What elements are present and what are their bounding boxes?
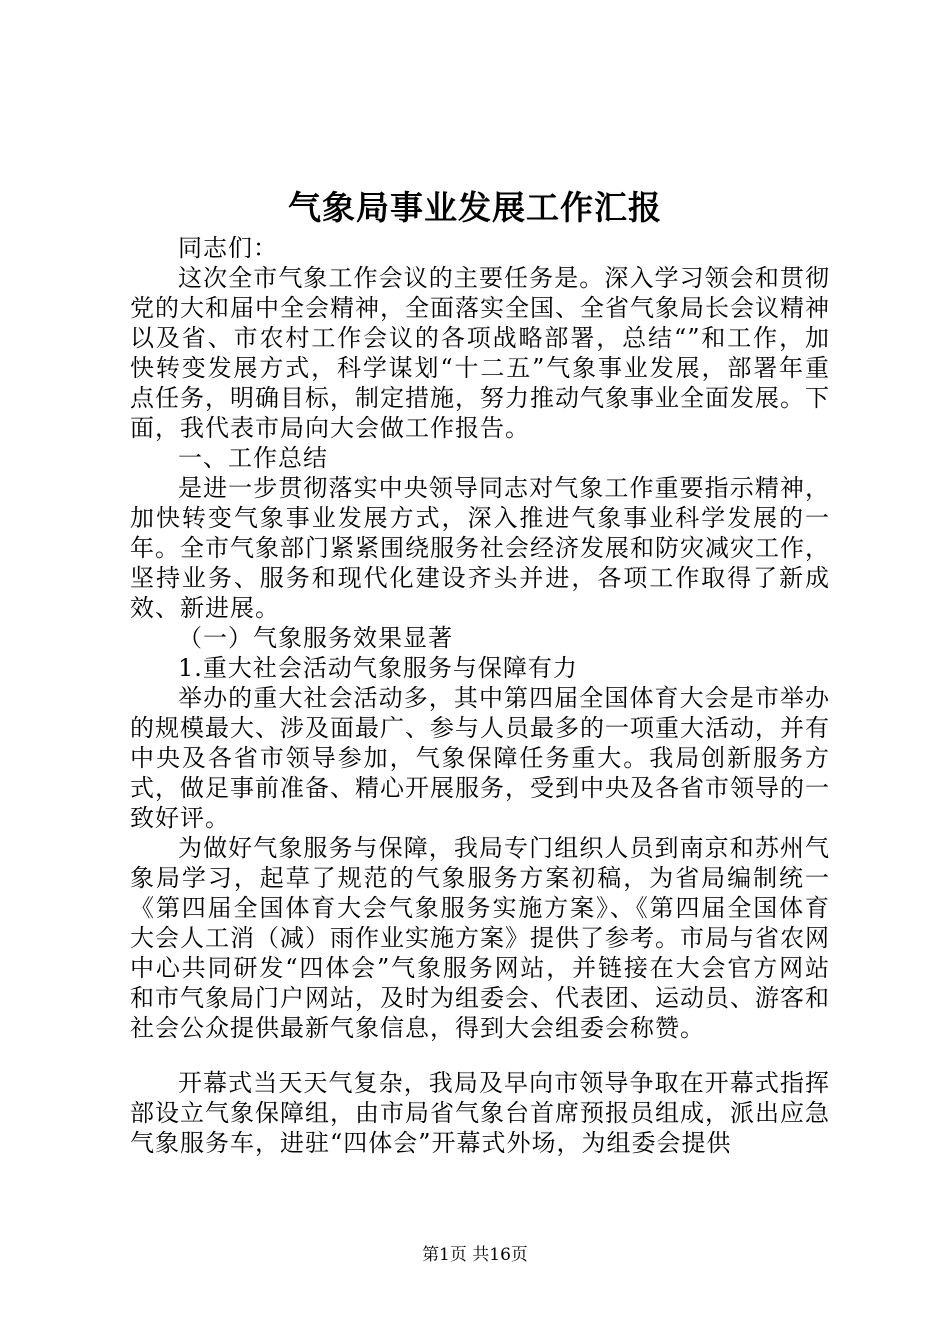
page-title: 气象局事业发展工作汇报 [288, 188, 662, 227]
item-heading: 1.重大社会活动气象服务与保障有力 [178, 654, 578, 682]
paragraph-opening-ceremony: 开幕式当天天气复杂，我局及早向市领导争取在开幕式指挥部设立气象保障组，由市局省气象台首席预报员组成，派出应急气象服务车，进驻“四体会”开幕式外场，为组委会提供 [130, 1069, 830, 1157]
paragraph-intro: 这次全市气象工作会议的主要任务是。深入学习领会和贯彻党的大和届中全会精神，全面落实全国、全省气象局长会议精神以及省、市农村工作会议的各项战略部署，总结“”和工作，加快转变发展方式，科学谋划“十二五”气象事业发展，部署年重点任务，明确目标，制定措施，努力推动气象事业全面发展。下面，我代表市局向大会做工作报告。 [130, 264, 830, 442]
paragraph-summary: 是进一步贯彻落实中央领导同志对气象工作重要指示精神，加快转变气象事业发展方式，深入推进气象事业科学发展的一年。全市气象部门紧紧围绕服务社会经济发展和防灾减灾工作，坚持业务、服务和现代化建设齐头并进，各项工作取得了新成效、新进展。 [130, 474, 830, 622]
paragraph-preparation: 为做好气象服务与保障，我局专门组织人员到南京和苏州气象局学习，起草了规范的气象服务方案初稿，为省局编制统一《第四届全国体育大会气象服务实施方案》、《第四届全国体育大会人工消（减）雨作业实施方案》提供了参考。市局与省农网中心共同研发“四体会”气象服务网站，并链接在大会官方网站和市气象局门户网站，及时为组委会、代表团、运动员、游客和社会公众提供最新气象信息，得到大会组委会称赞。 [130, 834, 830, 1042]
paragraph-events: 举办的重大社会活动多，其中第四届全国体育大会是市举办的规模最大、涉及面最广、参与人员最多的一项重大活动，并有中央及各省市领导参加，气象保障任务重大。我局创新服务方式，做足事前准备、精心开展服务，受到中央及各省市领导的一致好评。 [130, 684, 830, 832]
page-footer: 第1页 共16页 [422, 1245, 528, 1265]
subsection-heading: （一）气象服务效果显著 [178, 624, 453, 652]
document-body [130, 233, 830, 1158]
paragraph-gap [130, 1043, 830, 1068]
salutation: 同志们： [178, 234, 278, 262]
section-heading: 一、工作总结 [178, 444, 328, 472]
